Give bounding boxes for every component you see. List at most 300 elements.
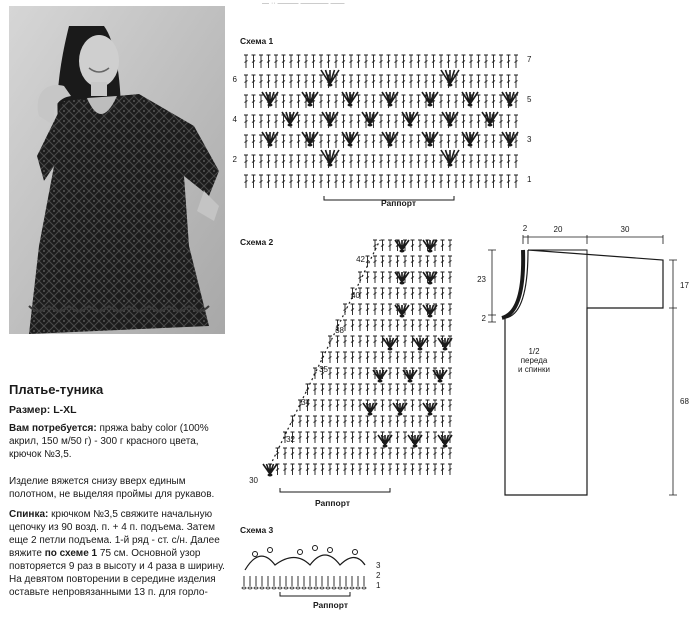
stitch-symbol <box>336 384 340 395</box>
stitch-symbol <box>454 55 458 68</box>
stitch-symbol <box>403 336 407 347</box>
back-paragraph <box>9 508 231 599</box>
stitch-symbol <box>306 384 310 395</box>
stitch-symbol <box>388 368 392 379</box>
scheme3-chart <box>240 540 390 600</box>
stitch-symbol <box>418 240 422 251</box>
stitch-symbol <box>342 155 346 168</box>
stitch-symbol <box>343 304 347 315</box>
stitch-symbol <box>274 175 278 188</box>
stitch-symbol <box>282 155 286 168</box>
stitch-symbol <box>379 155 383 168</box>
stitch-symbol <box>351 448 355 459</box>
shoulder-line <box>528 250 587 308</box>
stitch-symbol <box>304 175 308 188</box>
stitch-symbol <box>477 75 481 88</box>
stitch-symbol <box>447 95 451 108</box>
stitch-symbol <box>312 115 316 128</box>
stitch-symbol <box>402 175 406 188</box>
chain-stitch <box>338 587 342 589</box>
stitch-symbol <box>259 135 263 148</box>
stitch-symbol <box>439 95 443 108</box>
fan-motif <box>263 464 277 474</box>
stitch-symbol <box>424 115 428 128</box>
stitch-symbol <box>358 336 362 347</box>
fan-base <box>428 315 433 318</box>
stitch-symbol <box>417 115 421 128</box>
materials-label: Вам потребуется: <box>9 423 97 434</box>
fan-base <box>408 380 413 383</box>
stitch-symbol <box>319 95 323 108</box>
stitch-symbol <box>327 175 331 188</box>
stitch-symbol <box>381 240 385 251</box>
stitch-symbol <box>351 464 355 475</box>
right-dimensions <box>669 260 677 495</box>
stitch-symbol <box>321 400 325 411</box>
stitch-symbol <box>394 115 398 128</box>
fan-base <box>428 250 433 253</box>
fan-base <box>508 144 513 147</box>
stitch-symbol <box>327 55 331 68</box>
label-back: и спинки <box>518 365 550 374</box>
stitch-symbol <box>372 75 376 88</box>
stitch-symbol <box>358 432 362 443</box>
fan-base <box>388 348 393 351</box>
stitch-symbol <box>259 115 263 128</box>
stitch-symbol <box>462 55 466 68</box>
stitch-symbol <box>304 155 308 168</box>
stitch-symbol <box>328 384 332 395</box>
fan-base <box>308 104 313 107</box>
stitch-symbol <box>358 416 362 427</box>
stitch-symbol <box>492 135 496 148</box>
stitch-symbol <box>411 288 415 299</box>
stitch-symbol <box>441 272 445 283</box>
scheme2-chart <box>240 230 470 500</box>
stitch-symbol <box>336 432 340 443</box>
stitch-symbol <box>304 75 308 88</box>
stitch-symbol <box>379 55 383 68</box>
stitch-symbol <box>379 95 383 108</box>
stitch-symbol <box>396 256 400 267</box>
chain-stitch <box>248 587 252 589</box>
stitch-symbol <box>411 400 415 411</box>
stitch-symbol <box>433 336 437 347</box>
stitch-symbol <box>388 400 392 411</box>
stitch-symbol <box>448 448 452 459</box>
stitch-symbol <box>373 384 377 395</box>
fan-base <box>268 144 273 147</box>
fan-base <box>428 282 433 285</box>
stitch-symbol <box>373 352 377 363</box>
stitch-symbol <box>387 75 391 88</box>
stitch-symbol <box>298 448 302 459</box>
stitch-symbol <box>319 75 323 88</box>
scheme1-row-1: 1 <box>527 175 532 184</box>
stitch-symbol <box>388 240 392 251</box>
stitch-symbol <box>244 135 248 148</box>
stitch-symbol <box>319 115 323 128</box>
stitch-symbol <box>373 272 377 283</box>
stitch-symbol <box>283 464 287 475</box>
stitch-symbol <box>418 256 422 267</box>
stitch-symbol <box>441 416 445 427</box>
stitch-symbol <box>411 272 415 283</box>
stitch-symbol <box>462 175 466 188</box>
scheme2-row-42: 42 <box>356 255 365 264</box>
stitch-symbol <box>343 432 347 443</box>
stitch-symbol <box>426 288 430 299</box>
stitch-symbol <box>297 115 301 128</box>
stitch-symbol <box>351 400 355 411</box>
stitch-symbol <box>514 115 518 128</box>
dim-20: 20 <box>553 225 563 234</box>
stitch-symbol <box>259 55 263 68</box>
fan-motif <box>462 92 478 104</box>
fan-base <box>368 124 373 127</box>
stitch-symbol <box>366 288 370 299</box>
stitch-symbol <box>402 75 406 88</box>
stitch-symbol <box>448 240 452 251</box>
chain-stitch <box>320 587 324 589</box>
stitch-symbol <box>267 115 271 128</box>
fan-base <box>328 164 333 167</box>
left-dimensions <box>488 250 496 322</box>
stitch-symbol <box>364 95 368 108</box>
chain-stitch <box>272 587 276 589</box>
stitch-symbol <box>259 175 263 188</box>
tunic-photo-illustration <box>9 6 225 334</box>
stitch-symbol <box>289 175 293 188</box>
stitch-symbol <box>312 175 316 188</box>
stitch-symbol <box>387 155 391 168</box>
stitch-symbol <box>343 352 347 363</box>
stitch-symbol <box>411 320 415 331</box>
stitch-symbol <box>349 55 353 68</box>
stitch-symbol <box>514 175 518 188</box>
stitch-symbol <box>282 55 286 68</box>
scheme2-row-38: 38 <box>335 326 344 335</box>
fan-base <box>418 348 423 351</box>
stitch-symbol <box>289 135 293 148</box>
stitch-symbol <box>357 155 361 168</box>
stitch-symbol <box>433 384 437 395</box>
stitch-symbol <box>403 320 407 331</box>
stitch-symbol <box>484 175 488 188</box>
neckline-curve <box>502 250 523 318</box>
stitch-symbol <box>448 256 452 267</box>
scheme3-row-2: 2 <box>376 571 381 580</box>
scheme3-stitch-rows <box>242 576 366 589</box>
fan-base <box>268 474 273 477</box>
stitch-symbol <box>418 368 422 379</box>
fan-base <box>448 164 453 167</box>
stitch-symbol <box>433 448 437 459</box>
stitch-symbol <box>448 368 452 379</box>
stitch-symbol <box>372 155 376 168</box>
stitch-symbol <box>484 135 488 148</box>
stitch-symbol <box>396 384 400 395</box>
stitch-symbol <box>439 115 443 128</box>
stitch-symbol <box>402 155 406 168</box>
materials-paragraph <box>9 422 231 461</box>
fan-base <box>488 124 493 127</box>
stitch-symbol <box>477 95 481 108</box>
stitch-symbol <box>388 464 392 475</box>
stitch-symbol <box>306 448 310 459</box>
stitch-symbol <box>328 464 332 475</box>
stitch-symbol <box>441 384 445 395</box>
stitch-symbol <box>388 320 392 331</box>
stitch-symbol <box>484 95 488 108</box>
stitch-symbol <box>424 55 428 68</box>
stitch-symbol <box>417 75 421 88</box>
stitch-symbol <box>379 115 383 128</box>
label-fraction: 1/2 <box>528 347 540 356</box>
stitch-symbol <box>381 336 385 347</box>
stitch-symbol <box>351 320 355 331</box>
stitch-symbol <box>313 384 317 395</box>
scheme2-row-40: 40 <box>351 291 360 300</box>
stitch-symbol <box>387 55 391 68</box>
stitch-symbol <box>366 432 370 443</box>
stitch-symbol <box>297 95 301 108</box>
stitch-symbol <box>313 416 317 427</box>
fan-base <box>400 315 405 318</box>
stitch-symbol <box>373 464 377 475</box>
chain-stitch <box>242 587 246 589</box>
stitch-symbol <box>448 416 452 427</box>
scheme2-rapport-bracket <box>280 488 390 492</box>
stitch-symbol <box>364 55 368 68</box>
stitch-symbol <box>358 464 362 475</box>
stitch-symbol <box>418 352 422 363</box>
stitch-symbol <box>394 75 398 88</box>
fan-base <box>413 445 418 448</box>
stitch-symbol <box>319 175 323 188</box>
stitch-symbol <box>432 115 436 128</box>
fan-base <box>268 104 273 107</box>
stitch-symbol <box>343 400 347 411</box>
scheme2-row-32: 32 <box>286 435 295 444</box>
stitch-symbol <box>441 304 445 315</box>
fan-base <box>388 104 393 107</box>
size-label: Размер: <box>9 404 51 416</box>
stitch-symbol <box>349 155 353 168</box>
stitch-symbol <box>439 155 443 168</box>
stitch-symbol <box>448 384 452 395</box>
stitch-symbol <box>381 400 385 411</box>
stitch-symbol <box>267 175 271 188</box>
fan-motif <box>342 92 358 104</box>
stitch-symbol <box>424 175 428 188</box>
stitch-symbol <box>283 448 287 459</box>
stitch-symbol <box>477 115 481 128</box>
stitch-symbol <box>448 464 452 475</box>
picot-loop <box>268 548 273 553</box>
stitch-symbol <box>396 368 400 379</box>
stitch-symbol <box>448 400 452 411</box>
stitch-symbol <box>441 256 445 267</box>
stitch-symbol <box>312 155 316 168</box>
chain-stitch <box>314 587 318 589</box>
stitch-symbol <box>244 175 248 188</box>
picot-loop <box>328 548 333 553</box>
stitch-symbol <box>351 416 355 427</box>
stitch-symbol <box>418 464 422 475</box>
dim-30: 30 <box>620 225 630 234</box>
stitch-symbol <box>396 288 400 299</box>
picot-loop <box>313 546 318 551</box>
stitch-symbol <box>313 400 317 411</box>
stitch-symbol <box>321 432 325 443</box>
stitch-symbol <box>426 432 430 443</box>
stitch-symbol <box>379 75 383 88</box>
stitch-symbol <box>492 155 496 168</box>
stitch-symbol <box>252 115 256 128</box>
stitch-symbol <box>381 416 385 427</box>
fan-base <box>368 413 373 416</box>
fan-base <box>428 144 433 147</box>
chain-stitch <box>326 587 330 589</box>
stitch-symbol <box>409 135 413 148</box>
stitch-symbol <box>387 175 391 188</box>
fan-base <box>383 445 388 448</box>
scheme3-rapport: Раппорт <box>313 600 348 610</box>
stitch-symbol <box>373 304 377 315</box>
stitch-symbol <box>411 256 415 267</box>
scheme1-row-7: 7 <box>527 55 532 64</box>
stitch-symbol <box>289 155 293 168</box>
stitch-symbol <box>252 175 256 188</box>
stitch-symbol <box>244 115 248 128</box>
chain-stitch <box>278 587 282 589</box>
stitch-symbol <box>282 135 286 148</box>
stitch-symbol <box>454 135 458 148</box>
stitch-symbol <box>388 256 392 267</box>
garment-pattern <box>470 220 695 505</box>
scheme1-fan-motifs <box>262 70 518 167</box>
stitch-symbol <box>492 175 496 188</box>
stitch-symbol <box>381 304 385 315</box>
stitch-symbol <box>426 320 430 331</box>
stitch-symbol <box>448 288 452 299</box>
stitch-symbol <box>321 464 325 475</box>
stitch-symbol <box>334 175 338 188</box>
fan-motif <box>402 112 418 124</box>
stitch-symbol <box>358 400 362 411</box>
stitch-symbol <box>334 135 338 148</box>
stitch-symbol <box>349 75 353 88</box>
stitch-symbol <box>282 175 286 188</box>
stitch-symbol <box>289 75 293 88</box>
stitch-symbol <box>343 336 347 347</box>
stitch-symbol <box>351 384 355 395</box>
stitch-symbol <box>334 95 338 108</box>
scheme2-row-34: 34 <box>301 398 310 407</box>
stitch-symbol <box>366 384 370 395</box>
stitch-symbol <box>499 55 503 68</box>
stitch-symbol <box>411 416 415 427</box>
stitch-symbol <box>484 75 488 88</box>
scheme1-stitch-rows <box>244 55 518 188</box>
stitch-symbol <box>477 155 481 168</box>
stitch-symbol <box>409 95 413 108</box>
stitch-symbol <box>364 155 368 168</box>
stitch-symbol <box>366 352 370 363</box>
stitch-symbol <box>394 155 398 168</box>
stitch-symbol <box>357 135 361 148</box>
stitch-symbol <box>417 175 421 188</box>
stitch-symbol <box>358 384 362 395</box>
stitch-symbol <box>351 432 355 443</box>
stitch-symbol <box>274 75 278 88</box>
stitch-symbol <box>411 336 415 347</box>
stitch-symbol <box>373 288 377 299</box>
stitch-symbol <box>484 155 488 168</box>
stitch-symbol <box>252 135 256 148</box>
stitch-symbol <box>267 55 271 68</box>
stitch-symbol <box>372 135 376 148</box>
stitch-symbol <box>469 75 473 88</box>
stitch-symbol <box>357 55 361 68</box>
stitch-symbol <box>373 256 377 267</box>
stitch-symbol <box>396 352 400 363</box>
stitch-symbol <box>433 320 437 331</box>
fan-base <box>443 348 448 351</box>
stitch-symbol <box>402 95 406 108</box>
picot-loop <box>298 550 303 555</box>
stitch-symbol <box>351 304 355 315</box>
stitch-symbol <box>499 115 503 128</box>
stitch-symbol <box>396 320 400 331</box>
stitch-symbol <box>492 55 496 68</box>
stitch-symbol <box>343 368 347 379</box>
stitch-symbol <box>267 155 271 168</box>
stitch-symbol <box>334 55 338 68</box>
stitch-symbol <box>282 95 286 108</box>
stitch-symbol <box>373 448 377 459</box>
stitch-symbol <box>274 115 278 128</box>
stitch-symbol <box>297 175 301 188</box>
stitch-symbol <box>276 448 280 459</box>
scheme1-chart <box>232 48 540 208</box>
stitch-symbol <box>426 448 430 459</box>
chain-stitch <box>284 587 288 589</box>
scheme1-row-2: 2 <box>232 155 237 164</box>
stitch-symbol <box>343 416 347 427</box>
stitch-symbol <box>252 95 256 108</box>
stitch-symbol <box>441 464 445 475</box>
stitch-symbol <box>396 432 400 443</box>
stitch-symbol <box>297 135 301 148</box>
stitch-symbol <box>313 448 317 459</box>
chain-stitch <box>260 587 264 589</box>
scheme2-row-35: 35 <box>319 365 328 374</box>
stitch-symbol <box>351 368 355 379</box>
stitch-symbol <box>418 288 422 299</box>
fan-base <box>468 104 473 107</box>
stitch-symbol <box>439 55 443 68</box>
scheme3-rapport-bracket <box>280 592 350 596</box>
stitch-symbol <box>507 115 511 128</box>
fan-base <box>448 124 453 127</box>
stitch-symbol <box>366 320 370 331</box>
stitch-symbol <box>388 416 392 427</box>
fan-motif <box>413 338 427 348</box>
chain-stitch <box>266 587 270 589</box>
stitch-symbol <box>319 135 323 148</box>
